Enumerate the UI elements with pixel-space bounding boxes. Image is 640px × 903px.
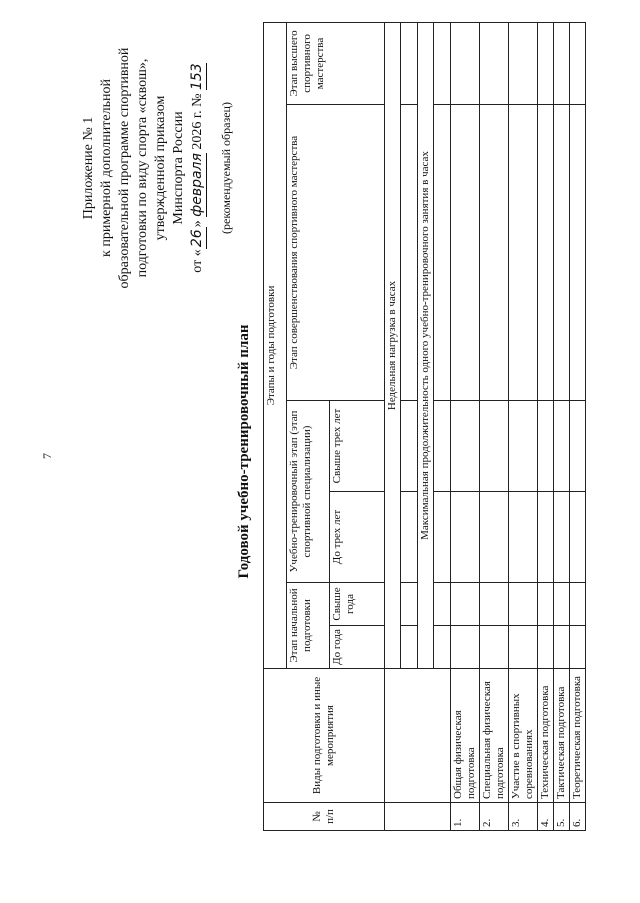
data-cell <box>509 105 538 401</box>
empty-cell <box>401 105 418 401</box>
date-prefix: от « <box>190 249 205 273</box>
row-num: 4. <box>538 803 554 831</box>
date-month: февраля <box>189 153 205 217</box>
data-cell <box>480 105 509 401</box>
header-stage-higher: Этап высшего спортивного мастерства <box>287 22 385 104</box>
data-cell <box>480 401 509 492</box>
empty-cell <box>385 669 451 803</box>
empty-cell <box>434 492 451 583</box>
annex-line: Приложение № 1 <box>81 116 96 220</box>
data-cell <box>554 105 570 401</box>
row-label: Общая физическая подготовка <box>451 669 480 803</box>
row-num: 3. <box>509 803 538 831</box>
data-cell <box>554 22 570 104</box>
data-cell <box>570 583 586 626</box>
row-num: 2. <box>480 803 509 831</box>
table-row <box>451 22 480 830</box>
empty-cell <box>401 401 418 492</box>
header-stages: Этапы и годы подготовки <box>264 22 287 668</box>
annex-line: утвержденной приказом <box>153 95 168 241</box>
page-number: 7 <box>40 453 54 459</box>
plan-title: Годовой учебно-тренировочный план <box>236 324 252 579</box>
data-cell <box>480 626 509 669</box>
annex-line: подготовки по виду спорта «сквош», <box>135 58 150 278</box>
row-label: Техническая подготовка <box>538 669 554 803</box>
data-cell <box>554 492 570 583</box>
empty-cell <box>401 492 418 583</box>
header-stage-training: Учебно-тренировочный этап (этап спортивной специализации) <box>287 401 330 583</box>
empty-cell <box>434 105 451 401</box>
row-num: 5. <box>554 803 570 831</box>
data-cell <box>451 492 480 583</box>
annex-date-line <box>188 13 207 323</box>
annual-plan-table <box>263 22 586 831</box>
empty-cell <box>385 803 451 831</box>
data-cell <box>480 492 509 583</box>
date-day: 26 <box>188 227 207 249</box>
table-row <box>480 22 509 830</box>
empty-cell <box>401 22 418 104</box>
data-cell <box>451 626 480 669</box>
data-cell <box>538 105 554 401</box>
annex-block <box>80 13 235 323</box>
data-cell <box>509 401 538 492</box>
data-cell <box>509 22 538 104</box>
data-cell <box>451 22 480 104</box>
data-cell <box>538 583 554 626</box>
row-label: Теоретическая подготовка <box>570 669 586 803</box>
data-cell <box>538 492 554 583</box>
data-cell <box>570 492 586 583</box>
data-cell <box>538 22 554 104</box>
table-row <box>509 22 538 830</box>
data-cell <box>509 583 538 626</box>
data-cell <box>480 22 509 104</box>
empty-cell <box>401 626 418 669</box>
data-cell <box>570 22 586 104</box>
data-cell <box>554 583 570 626</box>
row-label: Участие в спортивных соревнованиях <box>509 669 538 803</box>
row-label: Тактическая подготовка <box>554 669 570 803</box>
header-upto-three: До трех лет <box>330 492 385 583</box>
data-cell <box>570 105 586 401</box>
annex-line: образовательной программе спортивной <box>117 47 132 289</box>
data-cell <box>570 626 586 669</box>
empty-cell <box>434 401 451 492</box>
data-cell <box>451 105 480 401</box>
data-cell <box>570 401 586 492</box>
table-row <box>570 22 586 830</box>
empty-cell <box>434 583 451 626</box>
header-stage-initial: Этап начальной подготовки <box>287 583 330 669</box>
data-cell <box>554 401 570 492</box>
data-cell <box>451 401 480 492</box>
data-cell <box>538 401 554 492</box>
data-cell <box>538 626 554 669</box>
header-upto-year: До года <box>330 626 385 669</box>
header-num: № п/п <box>264 803 385 831</box>
annex-note: (рекомендуемый образец) <box>219 102 233 234</box>
max-duration-label: Максимальная продолжительность одного учебно-тренировочного занятия в часах <box>418 22 434 668</box>
annex-line: Минспорта России <box>171 111 186 225</box>
empty-cell <box>434 626 451 669</box>
header-stage-improvement: Этап совершенствования спортивного мастерства <box>287 105 385 401</box>
date-year: 2026 г. № <box>190 93 205 150</box>
annex-line: к примерной дополнительной <box>99 79 114 257</box>
row-num: 1. <box>451 803 480 831</box>
row-num: 6. <box>570 803 586 831</box>
data-cell <box>509 492 538 583</box>
row-label: Специальная физическая подготовка <box>480 669 509 803</box>
table-row <box>554 22 570 830</box>
empty-cell <box>401 583 418 626</box>
order-number: 153 <box>189 63 205 91</box>
header-over-three: Свыше трех лет <box>330 401 385 492</box>
date-mid: » <box>190 220 205 228</box>
data-cell <box>451 583 480 626</box>
header-over-year: Свыше года <box>330 583 385 626</box>
data-cell <box>554 626 570 669</box>
weekly-load-label: Недельная нагрузка в часах <box>385 22 401 668</box>
header-types: Виды подготовки и иные мероприятия <box>264 669 385 803</box>
data-cell <box>480 583 509 626</box>
table-row <box>538 22 554 830</box>
data-cell <box>509 626 538 669</box>
empty-cell <box>434 22 451 104</box>
